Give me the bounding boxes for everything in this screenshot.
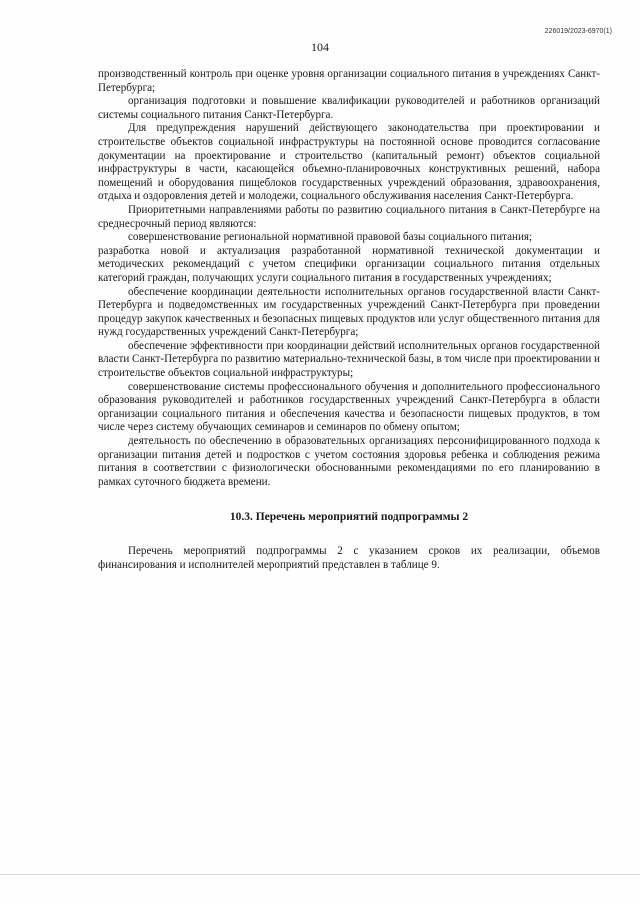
page-bottom-divider [0, 874, 640, 875]
page-number: 104 [311, 40, 329, 54]
paragraph: обеспечение координации деятельности исполнительных органов государственной власти Санкт-Петербурга и подведомственных им государственных учреждений Санкт-Петербурга при проведении процедур закупок качественных и безопасных пищевых продуктов или услуг общественного питания для нужд государственных учреждений Санкт-Петербурга; [98, 285, 600, 339]
paragraph: совершенствование системы профессионального обучения и дополнительного профессионального образования руководителей и работников государственных учреждений Санкт-Петербурга в области организации социального питания и обеспечения качества и безопасности пищевых продуктов, в том числе через систему обучающих семинаров и семинаров по обмену опытом; [98, 380, 600, 434]
paragraph: разработка новой и актуализация разработанной нормативной технической документации и методических рекомендаций с учетом специфики организации социального питания отдельных категорий граждан, получающих услуги социального питания в государственных учреждениях; [98, 244, 600, 284]
paragraph: обеспечение эффективности при координации действий исполнительных органов государственной власти Санкт-Петербурга по развитию материально-технической базы, в том числе при проектировании и строительстве объектов социальной инфраструктуры; [98, 339, 600, 380]
paragraph: организация подготовки и повышение квалификации руководителей и работников организаций системы социального питания Санкт-Петербурга. [98, 95, 600, 121]
paragraph: совершенствование региональной нормативной правовой базы социального питания; [128, 231, 533, 244]
paragraph: производственный контроль при оценке уровня организации социального питания в учреждениях Санкт-Петербурга; [98, 68, 600, 94]
paragraph: Для предупреждения нарушений действующего законодательства при проектировании и строительстве объектов социальной инфраструктуры на постоянной основе проводится согласование документации на проектирование и строительство (капитальный ремонт) объектов социальной инфраструктуры в части, касающейся объемно-планировочных конструктивных решений, набора помещений и оборудования пищеблоков государственных учреждений образования, здравоохранения, отдыха и оздоровления детей и молодежи, социального обслуживания населения Санкт-Петербурга. [98, 122, 600, 203]
paragraph: деятельность по обеспечению в образовательных организациях персонифицированного подхода к организации питания детей и подростков с учетом состояния здоровья ребенка и соблюдения режима питания в соответствии с физиологически обоснованными рекомендациями по его планированию в рамках суточного бюджета времени. [98, 435, 600, 488]
section-title: 10.3. Перечень мероприятий подпрограммы 2 [229, 511, 469, 524]
document-id: 226019/2023-6970(1) [544, 28, 612, 35]
paragraph: Приоритетными направлениями работы по развитию социального питания в Санкт-Петербурге на среднесрочный период являются: [98, 203, 600, 230]
document-body [98, 68, 600, 572]
section-paragraph: Перечень мероприятий подпрограммы 2 с указанием сроков их реализации, объемов финансирования и исполнителей мероприятий представлен в таблице 9. [98, 545, 600, 571]
